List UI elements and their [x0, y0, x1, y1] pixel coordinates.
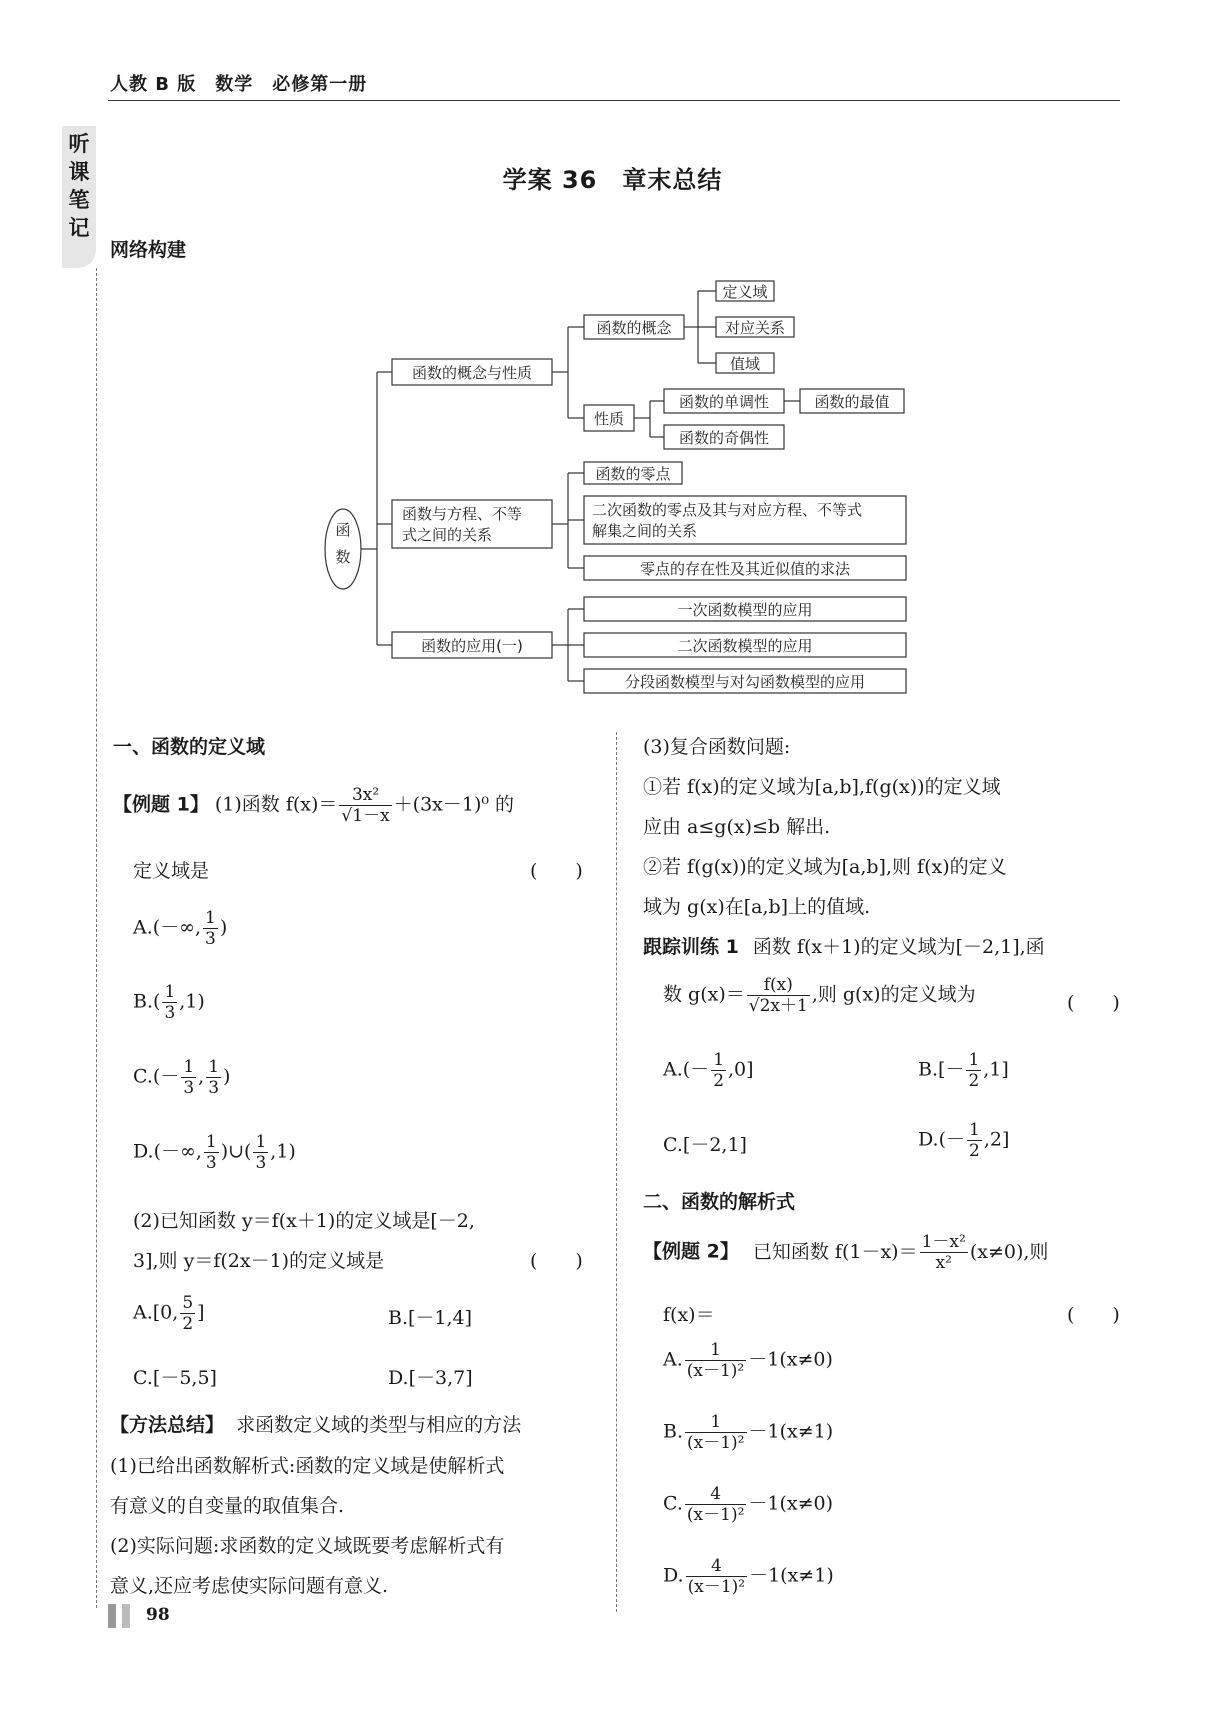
mindmap-zero-label: 函数的零点: [595, 465, 671, 483]
example2-line2: f(x)＝: [663, 1304, 715, 1326]
track-option-d: D.(－ $\frac{1}{2}$ ,2]: [918, 1120, 1010, 1161]
section-domain-heading: 一、函数的定义域: [113, 736, 266, 758]
method-3-1-line1: ①若 f(x)的定义域为[a,b],f(g(x))的定义域: [643, 776, 1001, 798]
answer-paren-q2: ( ): [530, 1250, 583, 1272]
footer-bar-light: [122, 1604, 130, 1628]
method-1-line1: (1)已给出函数解析式:函数的定义域是使解析式: [110, 1455, 505, 1477]
network-title: 网络构建: [110, 239, 187, 261]
page-title: 学案 36 章末总结: [502, 166, 723, 194]
track-option-c: C.[－2,1]: [663, 1134, 747, 1156]
mindmap-root-label-1: 函: [335, 521, 351, 539]
mindmap-branch1-label: 函数的概念与性质: [411, 364, 533, 382]
tracking-label: 跟踪训练 1: [643, 936, 739, 958]
column-divider: [616, 732, 617, 1612]
q2-option-b: B.[－1,4]: [388, 1307, 473, 1329]
mindmap-zero-existence-label: 零点的存在性及其近似值的求法: [639, 560, 851, 578]
footer-bar: [108, 1604, 116, 1628]
method-label: 【方法总结】: [110, 1414, 225, 1436]
ex2-option-d: D. $\frac{4}{\text{(x－1)²}}$ －1(x≠1): [663, 1556, 834, 1597]
mindmap-extrema-label: 函数的最值: [814, 393, 890, 411]
mindmap-branch2-label-1: 函数与方程、不等: [402, 505, 523, 523]
mindmap-branch3-label: 函数的应用(一): [421, 637, 523, 655]
method-2-line2: 意义,还应考虑使实际问题有意义.: [110, 1575, 389, 1597]
method-1-line2: 有意义的自变量的取值集合.: [110, 1495, 345, 1517]
mindmap-quadratic-zero-label-1: 二次函数的零点及其与对应方程、不等式: [592, 501, 863, 519]
mindmap-concept-label: 函数的概念: [596, 319, 672, 337]
example2: [643, 1232, 1048, 1273]
ex2-option-a: A. $\frac{1}{\text{(x－1)²}}$ －1(x≠0): [663, 1340, 833, 1381]
concept-mindmap: [0, 0, 1225, 720]
example1-q1-fraction: $\frac{\text{3x²}}{√1-x}$: [341, 785, 390, 826]
tracking-line1: 函数 f(x＋1)的定义域为[－2,1],函: [752, 936, 1045, 958]
mindmap-domain-label: 定义域: [722, 283, 768, 301]
example1-q2-line1: (2)已知函数 y＝f(x＋1)的定义域是[－2,: [133, 1210, 475, 1232]
mindmap-parity-label: 函数的奇偶性: [678, 429, 770, 447]
example1-q2-line2: 3],则 y＝f(2x－1)的定义域是: [133, 1250, 385, 1272]
q2-option-a: A.[0, $\frac{5}{2}$ ]: [133, 1293, 205, 1334]
method-summary-heading: [110, 1410, 521, 1437]
example1-q1: [113, 785, 514, 826]
running-header: 人教 B 版 数学 必修第一册: [110, 74, 368, 95]
example2-text: 已知函数 f(1－x)＝ $\frac{\text{1－x²}}{\text{x²}}$ (x≠0),则: [752, 1232, 1049, 1273]
tracking-exercise-1: [643, 932, 1045, 959]
mindmap-property-label: 性质: [593, 410, 625, 428]
side-tab-text: 听课笔记: [68, 132, 90, 240]
option-c: C.(－ $\frac{1}{3}$ , $\frac{1}{3}$ ): [133, 1057, 231, 1098]
section-expression-heading: 二、函数的解析式: [643, 1191, 796, 1213]
method-3-1-line2: 应由 a≤g(x)≤b 解出.: [643, 816, 831, 838]
method-3-2-line2: 域为 g(x)在[a,b]上的值域.: [643, 896, 871, 918]
mindmap-range-label: 值域: [729, 355, 761, 373]
mindmap-correspondence-label: 对应关系: [724, 319, 786, 337]
tracking-line2: 数 g(x)＝ $\frac{f(x)}{√2x+1}$ ,则 g(x)的定义域为: [663, 975, 976, 1016]
answer-paren-q1: ( ): [530, 860, 583, 882]
option-a: A.(－∞, $\frac{1}{3}$ ): [133, 908, 228, 949]
mindmap-piecewise-app-label: 分段函数模型与对勾函数模型的应用: [624, 673, 866, 691]
mindmap-branch2-label-2: 式之间的关系: [402, 526, 493, 544]
mindmap-monotonic-label: 函数的单调性: [678, 393, 770, 411]
method-title: 求函数定义域的类型与相应的方法: [236, 1414, 522, 1436]
ex2-option-b: B. $\frac{1}{\text{(x－1)²}}$ －1(x≠1): [663, 1412, 834, 1453]
answer-paren-track: ( ): [1067, 992, 1120, 1014]
example1-q1-text: (1)函数 f(x)＝: [214, 793, 338, 816]
track-option-a: A.(－ $\frac{1}{2}$ ,0]: [663, 1050, 754, 1091]
page-number: 98: [146, 1605, 170, 1625]
option-d: D.(－∞, $\frac{1}{3}$ )∪( $\frac{1}{3}$ ,1): [133, 1132, 296, 1173]
example1-label: 【例题 1】: [113, 793, 209, 816]
example1-q1-tail: ＋(3x－1)⁰ 的: [393, 793, 515, 816]
method-2-line1: (2)实际问题:求函数的定义域既要考虑解析式有: [110, 1535, 505, 1557]
q2-option-d: D.[－3,7]: [388, 1367, 473, 1389]
track-option-b: B.[－ $\frac{1}{2}$ ,1]: [918, 1050, 1009, 1091]
mindmap-quadratic-zero-label-2: 解集之间的关系: [592, 522, 698, 540]
answer-paren-ex2: ( ): [1067, 1304, 1120, 1326]
example2-label: 【例题 2】: [643, 1240, 739, 1263]
mindmap-quadratic-app-label: 二次函数模型的应用: [677, 637, 813, 655]
mindmap-root-label-2: 数: [335, 548, 351, 566]
method-3: (3)复合函数问题:: [643, 736, 791, 758]
q2-option-c: C.[－5,5]: [133, 1367, 217, 1389]
example1-q1-line2: 定义域是: [133, 860, 210, 882]
ex2-option-c: C. $\frac{4}{\text{(x－1)²}}$ －1(x≠0): [663, 1484, 834, 1525]
mindmap-linear-app-label: 一次函数模型的应用: [677, 601, 813, 619]
option-b: B.( $\frac{1}{3}$ ,1): [133, 982, 205, 1023]
method-3-2-line1: ②若 f(g(x))的定义域为[a,b],则 f(x)的定义: [643, 856, 1007, 878]
